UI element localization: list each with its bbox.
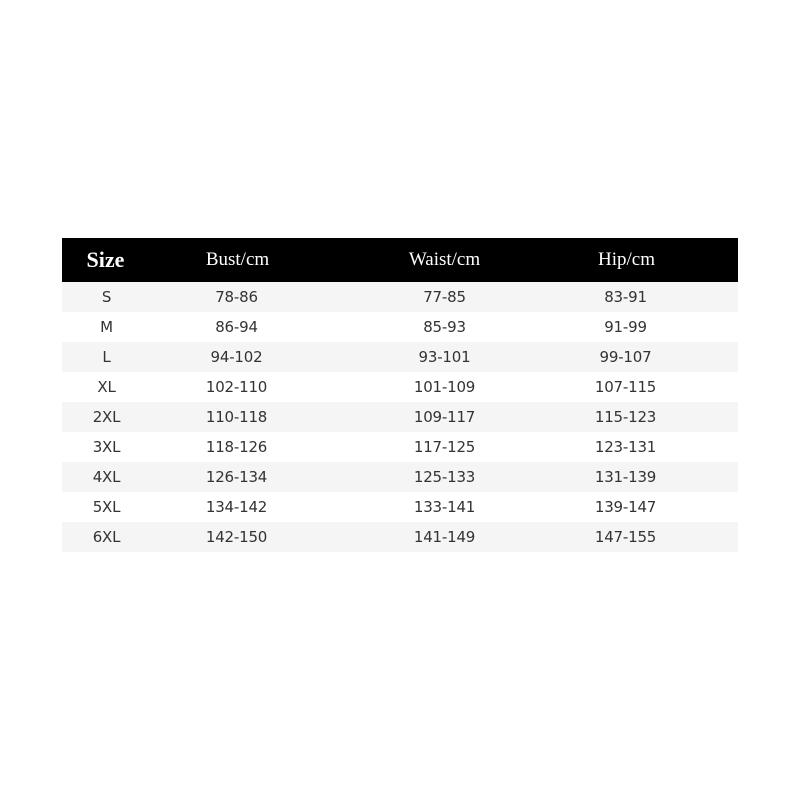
table-header: [62, 238, 738, 282]
size-chart-table: [62, 238, 738, 552]
bust-cell: 94-102: [210, 348, 263, 366]
table-body: [62, 282, 738, 552]
hip-cell: 91-99: [604, 318, 647, 336]
size-cell: L: [102, 348, 111, 366]
table-row: [62, 462, 738, 492]
table-row: [62, 282, 738, 312]
waist-cell: 109-117: [413, 408, 476, 426]
hip-cell: 131-139: [594, 468, 657, 486]
bust-cell: 126-134: [205, 468, 268, 486]
header-waist: Waist/cm: [408, 249, 481, 270]
size-cell: 3XL: [92, 438, 121, 456]
hip-cell: 99-107: [599, 348, 652, 366]
waist-cell: 125-133: [413, 468, 476, 486]
table-row: [62, 492, 738, 522]
waist-cell: 93-101: [418, 348, 471, 366]
header-row: [62, 238, 738, 282]
header-hip: Hip/cm: [598, 249, 655, 270]
header-bust: Bust/cm: [205, 249, 270, 270]
bust-cell: 86-94: [215, 318, 258, 336]
hip-cell: 139-147: [594, 498, 657, 516]
size-cell: 4XL: [92, 468, 121, 486]
table-row: [62, 432, 738, 462]
bust-cell: 134-142: [205, 498, 268, 516]
bust-cell: 110-118: [205, 408, 268, 426]
size-cell: 6XL: [92, 528, 121, 546]
size-cell: 5XL: [92, 498, 121, 516]
bust-cell: 118-126: [205, 438, 268, 456]
hip-cell: 83-91: [604, 288, 647, 306]
waist-cell: 133-141: [413, 498, 476, 516]
size-cell: XL: [97, 378, 116, 396]
size-cell: M: [100, 318, 113, 336]
header-size: Size: [86, 247, 125, 272]
size-cell: 2XL: [92, 408, 121, 426]
table-row: [62, 342, 738, 372]
hip-cell: 115-123: [594, 408, 657, 426]
waist-cell: 117-125: [413, 438, 476, 456]
hip-cell: 107-115: [594, 378, 657, 396]
table-row: [62, 312, 738, 342]
hip-cell: 147-155: [594, 528, 657, 546]
waist-cell: 101-109: [413, 378, 476, 396]
bust-cell: 102-110: [205, 378, 268, 396]
table-row: [62, 372, 738, 402]
hip-cell: 123-131: [594, 438, 657, 456]
bust-cell: 78-86: [215, 288, 258, 306]
size-cell: S: [101, 288, 112, 306]
bust-cell: 142-150: [205, 528, 268, 546]
table-row: [62, 402, 738, 432]
waist-cell: 141-149: [413, 528, 476, 546]
table-row: [62, 522, 738, 552]
waist-cell: 77-85: [423, 288, 466, 306]
waist-cell: 85-93: [423, 318, 466, 336]
